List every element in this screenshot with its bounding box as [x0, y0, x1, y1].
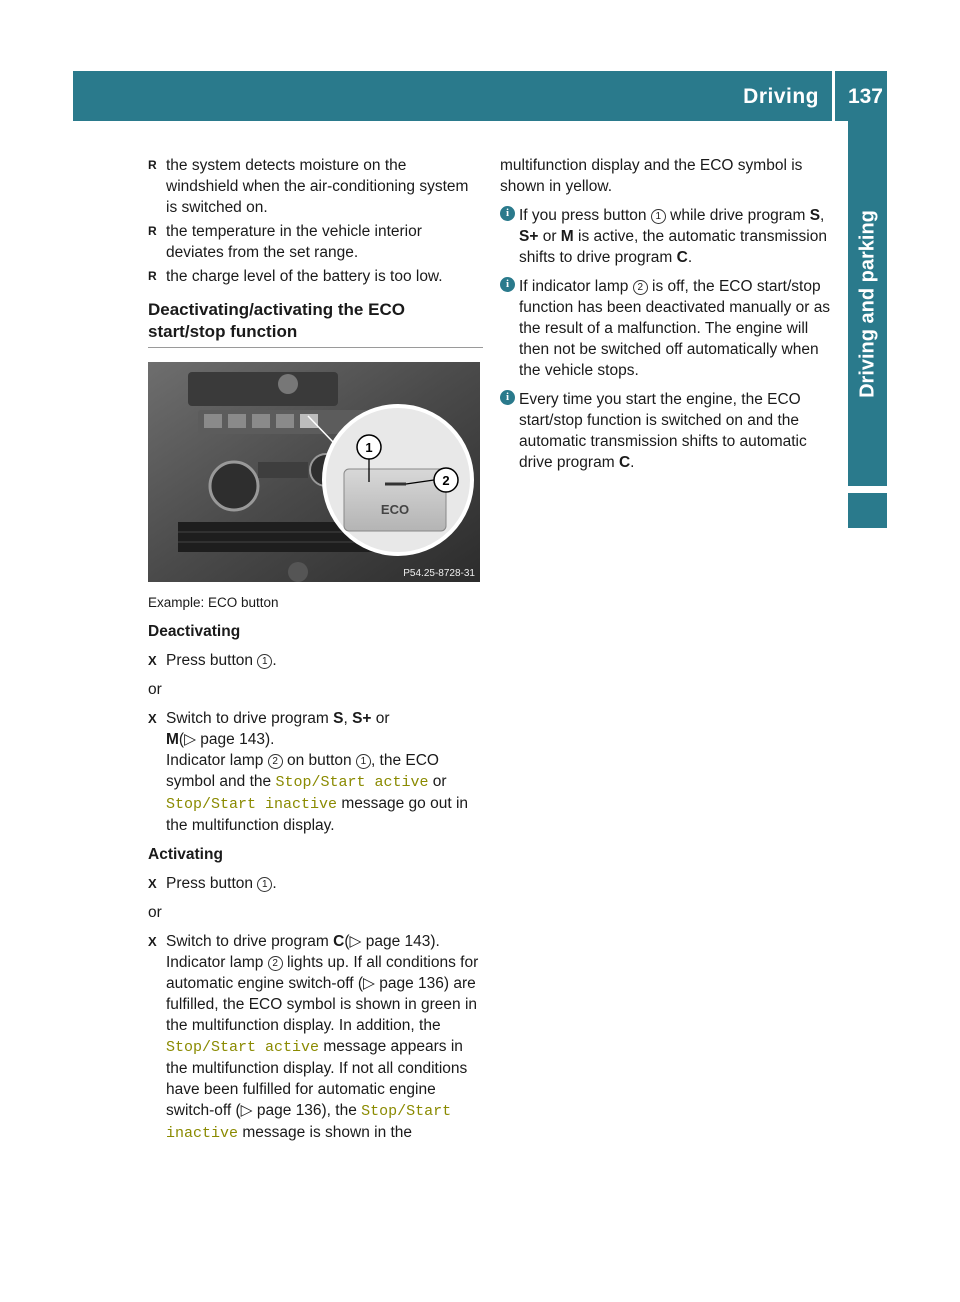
info-icon: i	[500, 390, 515, 405]
instruction-step: X Press button 1 .	[148, 875, 277, 892]
list-item: R the temperature in the vehicle interior deviates from the set range.	[148, 223, 422, 261]
or-text: or	[148, 904, 162, 921]
info-icon: i	[500, 206, 515, 221]
figure-caption: Example: ECO button	[148, 595, 279, 610]
instruction-step: X Switch to drive program C(▷ page 143). Indicator lamp 2 lights up. If all conditions for automatic engine switch-off (▷ page 136) are fulfilled, the ECO symbol is shown in green in the multifunction display. In addition, the Stop/Start active message appears in the multifunction display. If not all conditions have been fulfilled for automatic engine switch-off (▷ page 136), the Stop/Start inactive message is shown in the	[148, 933, 479, 1142]
subheading-deactivating: Deactivating	[148, 623, 241, 640]
or-text: or	[148, 681, 162, 698]
side-tab-marker	[848, 493, 887, 528]
right-column	[500, 155, 836, 481]
eco-button-illustration	[148, 362, 480, 582]
section-heading: Deactivating/activating the ECO start/stop function	[148, 299, 483, 348]
callout-1: 1	[365, 440, 373, 455]
section-title: Driving	[743, 85, 819, 108]
info-note: i Every time you start the engine, the ECO start/stop function is switched on and the automatic transmission shifts to automatic drive program C.	[500, 389, 836, 473]
side-tab-label: Driving and parking	[856, 209, 878, 398]
left-column	[148, 155, 483, 1152]
list-item: R the charge level of the battery is too low.	[148, 268, 443, 285]
info-icon: i	[500, 277, 515, 292]
figure-code: P54.25-8728-31	[403, 568, 475, 579]
header-bar	[73, 71, 887, 121]
info-note: i If you press button 1 while drive program S, S+ or M is active, the automatic transmission shifts to drive program C.	[500, 205, 836, 268]
instruction-step: X Switch to drive program S, S+ or M(▷ page 143). Indicator lamp 2 on button 1 , the ECO symbol and the Stop/Start active or Stop/Start inactive message go out in the multifunction display.	[148, 710, 469, 834]
instruction-step: X Press button 1 .	[148, 652, 277, 669]
page-number: 137	[847, 85, 883, 108]
continued-text: multifunction display and the ECO symbol is shown in yellow.	[500, 157, 803, 195]
list-item: R the system detects moisture on the windshield when the air-conditioning system is switched on.	[148, 157, 469, 216]
header-separator	[832, 71, 835, 121]
eco-label: ECO	[380, 502, 410, 517]
callout-2: 2	[442, 473, 450, 488]
subheading-activating: Activating	[148, 846, 223, 863]
info-note: i If indicator lamp 2 is off, the ECO start/stop function has been deactivated manually or as the result of a malfunction. The engine will then not be switched off automatically when the vehicle stops.	[500, 276, 836, 381]
eco-button-figure	[148, 362, 480, 582]
